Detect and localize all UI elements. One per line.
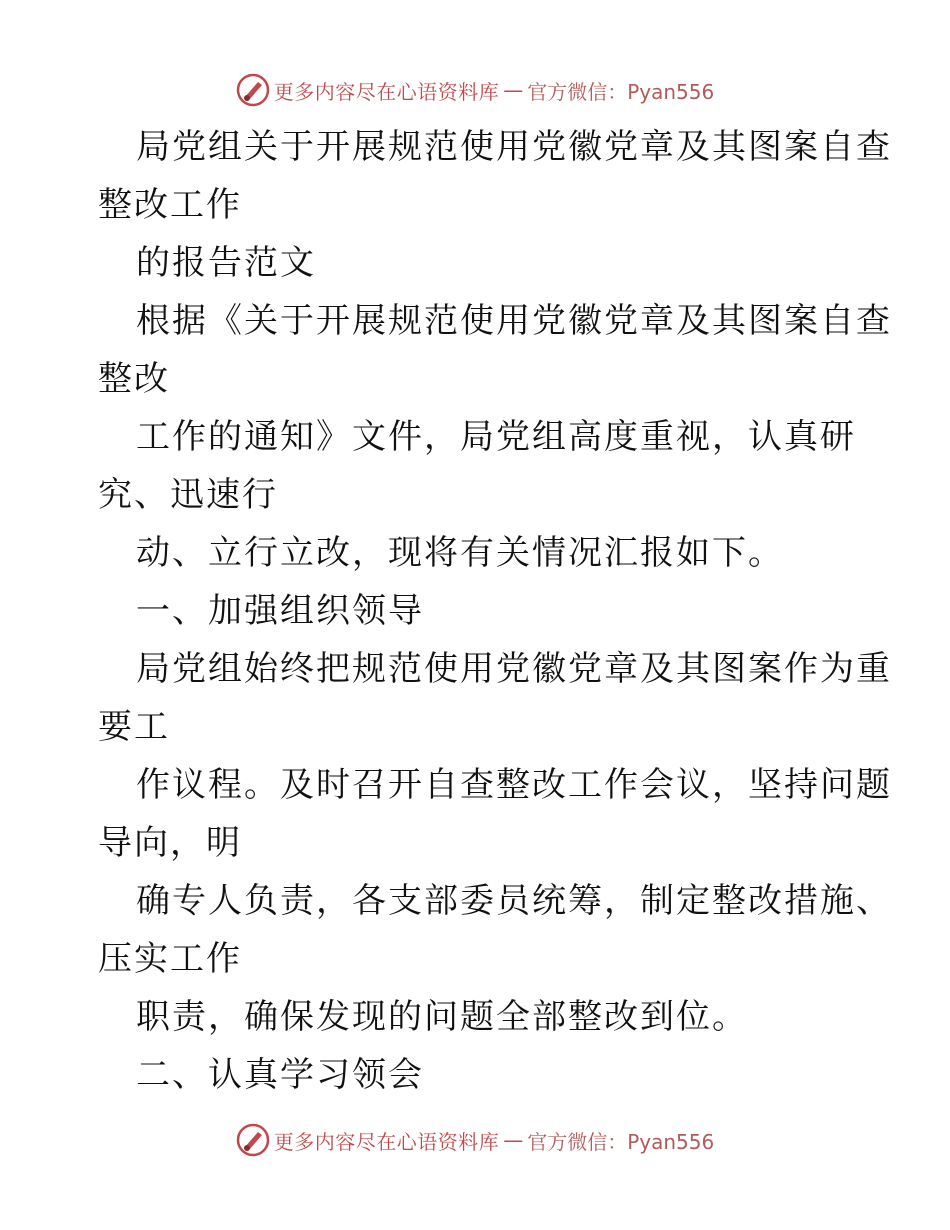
paragraph-line: 压实工作	[98, 939, 242, 979]
banner-separator: —	[503, 78, 524, 102]
banner-separator: —	[503, 1128, 524, 1152]
paragraph-line: 作议程。及时召开自查整改工作会议，坚持问题	[136, 765, 892, 805]
paragraph-line: 导向，明	[98, 823, 242, 863]
brand-text: 更多内容尽在心语资料库	[273, 79, 500, 104]
wechat-text: 官方微信：Pyan556	[527, 79, 715, 104]
paragraph-line: 整改	[98, 359, 170, 399]
banner-inner	[236, 1123, 715, 1157]
paragraph-line: 动、立行立改，现将有关情况汇报如下。	[136, 533, 784, 573]
paragraph-line: 确专人负责，各支部委员统筹，制定整改措施、	[136, 881, 892, 921]
paragraph-line: 工作的通知》文件，局党组高度重视，认真研	[136, 417, 856, 457]
pen-seal-logo-icon	[236, 1123, 270, 1157]
paragraph-line: 究、迅速行	[98, 475, 278, 515]
paragraph-line: 要工	[98, 707, 170, 747]
paragraph-line: 根据《关于开展规范使用党徽党章及其图案自查	[136, 301, 892, 341]
document-body	[98, 118, 892, 1104]
pen-seal-logo-icon	[236, 73, 270, 107]
title-line: 的报告范文	[136, 243, 316, 283]
wechat-text: 官方微信：Pyan556	[527, 1129, 715, 1154]
banner-inner	[236, 73, 715, 107]
header-banner	[0, 70, 950, 110]
section-heading: 二、认真学习领会	[136, 1055, 424, 1095]
title-line: 局党组关于开展规范使用党徽党章及其图案自查	[136, 127, 892, 167]
section-heading: 一、加强组织领导	[136, 591, 424, 631]
paragraph-line: 局党组始终把规范使用党徽党章及其图案作为重	[136, 649, 892, 689]
title-line: 整改工作	[98, 185, 242, 225]
brand-text: 更多内容尽在心语资料库	[273, 1129, 500, 1154]
paragraph-line: 职责，确保发现的问题全部整改到位。	[136, 997, 748, 1037]
footer-banner	[0, 1120, 950, 1160]
